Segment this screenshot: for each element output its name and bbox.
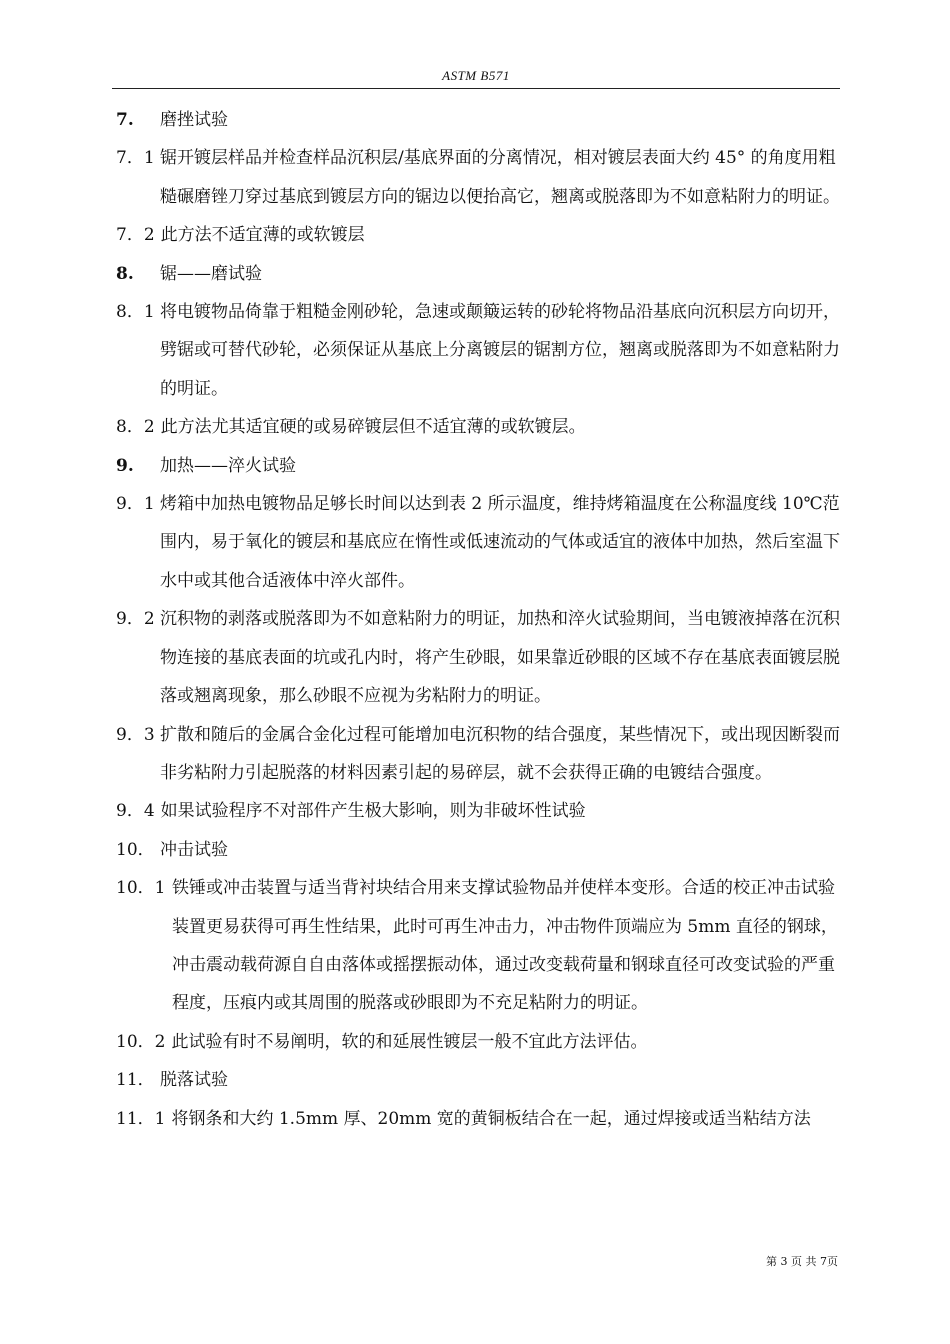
section-number: 7. bbox=[116, 110, 134, 130]
page-header bbox=[112, 68, 840, 89]
clause-9-3 bbox=[116, 716, 840, 793]
clause-11-1 bbox=[116, 1100, 840, 1138]
section-11-heading bbox=[116, 1061, 840, 1099]
section-title: 加热——淬火试验 bbox=[160, 455, 296, 476]
section-title: 磨挫试验 bbox=[160, 110, 228, 130]
clause-7-2 bbox=[116, 216, 840, 254]
clause-7-1 bbox=[116, 139, 840, 216]
clause-text: 锯开镀层样品并检查样品沉积层/基底界面的分离情况，相对镀层表面大约 45° 的角度用粗糙碾磨锉刀穿过基底到镀层方向的锯边以便抬高它，翘离或脱落即为不如意粘附力的明证。 bbox=[160, 148, 840, 207]
clause-number: 9．4 bbox=[116, 801, 155, 822]
clause-9-1 bbox=[116, 485, 840, 600]
clause-8-2 bbox=[116, 408, 840, 446]
section-title: 冲击试验 bbox=[160, 839, 228, 860]
clause-number: 9．2 bbox=[116, 609, 155, 630]
clause-text: 扩散和随后的金属合金化过程可能增加电沉积物的结合强度，某些情况下，或出现因断裂而非劣粘附力引起脱落的材料因素引起的易碎层，就不会获得正确的电镀结合强度。 bbox=[160, 724, 840, 783]
clause-text: 将电镀物品倚靠于粗糙金刚砂轮，急速或颠簸运转的砂轮将物品沿基底向沉积层方向切开，劈锯或可替代砂轮，必须保证从基底上分离镀层的锯割方位，翘离或脱落即为不如意粘附力的明证。 bbox=[160, 302, 840, 399]
clause-text: 此方法不适宜薄的或软镀层 bbox=[160, 225, 365, 246]
clause-text: 此试验有时不易阐明，软的和延展性镀层一般不宜此方法评估。 bbox=[171, 1031, 648, 1052]
clause-text: 铁锤或冲击装置与适当背衬块结合用来支撑试验物品并使样本变形。合适的校正冲击试验装置更易获得可再生性结果，此时可再生冲击力，冲击物件顶端应为 5mm 直径的钢球，冲击震动载荷源自自由落体或摇摆振动体，通过改变载荷量和钢球直径可改变试验的严重程度，压痕内或其周围的脱落或砂眼即为不充足粘附力的明证。 bbox=[172, 878, 838, 1014]
section-title: 脱落试验 bbox=[160, 1070, 228, 1091]
document-body bbox=[116, 101, 840, 1138]
clause-text: 沉积物的剥落或脱落即为不如意粘附力的明证，加热和淬火试验期间，当电镀液掉落在沉积物连接的基底表面的坑或孔内时，将产生砂眼，如果靠近砂眼的区域不存在基底表面镀层脱落或翘离现象，那么砂眼不应视为劣粘附力的明证。 bbox=[160, 609, 840, 707]
section-7-heading bbox=[116, 101, 840, 139]
clause-text: 烤箱中加热电镀物品足够长时间以达到表 2 所示温度，维持烤箱温度在公称温度线 10℃范围内，易于氧化的镀层和基底应在惰性或低速流动的气体或适宜的液体中加热，然后室温下水中或其他合适液体中淬火部件。 bbox=[160, 494, 840, 591]
clause-number: 8．2 bbox=[116, 417, 155, 438]
clause-10-2 bbox=[116, 1023, 840, 1061]
section-number: 8. bbox=[116, 263, 134, 284]
clause-9-4 bbox=[116, 792, 840, 830]
clause-number: 10．2 bbox=[116, 1031, 166, 1052]
clause-number: 8．1 bbox=[116, 302, 155, 323]
clause-text: 如果试验程序不对部件产生极大影响，则为非破坏性试验 bbox=[160, 801, 586, 822]
section-number: 9. bbox=[116, 455, 134, 476]
clause-number: 9．3 bbox=[116, 724, 155, 745]
section-8-heading bbox=[116, 255, 840, 293]
section-number: 11． bbox=[116, 1070, 155, 1091]
section-9-heading bbox=[116, 447, 840, 485]
clause-number: 11．1 bbox=[116, 1108, 166, 1129]
clause-9-2 bbox=[116, 600, 840, 715]
clause-number: 9．1 bbox=[116, 494, 155, 515]
clause-text: 此方法尤其适宜硬的或易碎镀层但不适宜薄的或软镀层。 bbox=[160, 417, 586, 438]
clause-number: 10．1 bbox=[116, 878, 166, 899]
clause-number: 7．2 bbox=[116, 225, 155, 246]
page-footer: 第 3 页 共 7页 bbox=[766, 1255, 838, 1268]
clause-8-1 bbox=[116, 293, 840, 408]
header-title: ASTM B571 bbox=[442, 68, 510, 83]
clause-number: 7．1 bbox=[116, 148, 155, 169]
clause-text: 将钢条和大约 1.5mm 厚、20mm 宽的黄铜板结合在一起，通过焊接或适当粘结方法 bbox=[171, 1108, 811, 1129]
section-10-heading bbox=[116, 831, 840, 869]
clause-10-1 bbox=[116, 869, 840, 1023]
section-number: 10． bbox=[116, 839, 155, 860]
section-title: 锯——磨试验 bbox=[160, 263, 262, 284]
